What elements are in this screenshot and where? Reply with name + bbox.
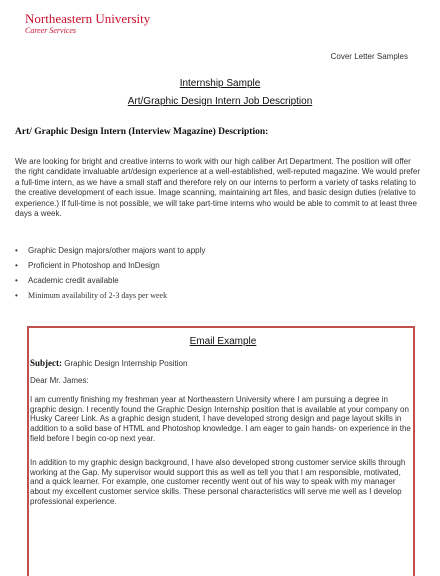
section-heading: Art/ Graphic Design Intern (Interview Magazine) Description: (15, 127, 269, 137)
bullet-icon: • (15, 261, 18, 270)
document-category-label: Cover Letter Samples (330, 52, 408, 61)
subject-label: Subject: (30, 358, 62, 368)
email-example-title: Email Example (189, 336, 257, 347)
list-item-text: Minimum availability of 2-3 days per week (28, 291, 168, 300)
list-item (15, 261, 205, 276)
list-item-text: Proficient in Photoshop and InDesign (28, 261, 160, 270)
logo-department-name: Career Services (25, 26, 77, 35)
list-item (15, 291, 205, 306)
document-title: Internship Sample (179, 78, 261, 89)
requirements-list (15, 246, 205, 306)
list-item-text: Academic credit available (28, 276, 119, 285)
list-item (15, 246, 205, 261)
email-paragraph-1: I am currently finishing my freshman year at Northeastern University where I am pursuing a degree in graphic design. I recently found the Graphic Design Internship position that is available at your company on Husky Career Link. As a graphic design student, I have developed strong design and page layout skills in addition to a solid base of HTML and Photoshop knowledge. I am eager to gain hands- on experience in the field before I begin co-op next year. (30, 395, 411, 443)
list-item-text: Graphic Design majors/other majors want to apply (28, 246, 206, 255)
logo-university-name: Northeastern University (25, 11, 151, 26)
email-paragraph-2: In addition to my graphic design background, I have also developed strong customer service skills through working at the Gap. My supervisor would support this as well as tell you that I am responsible, motivated, and a quick learner. For example, one customer recently went out of his way to speak with my manager about my excellent customer service skills. These personal characteristics will serve me well as I develop professional experience. (30, 458, 406, 506)
job-description-paragraph: We are looking for bright and creative interns to work with our high caliber Art Department. The position will offer the right candidate invaluable art/design experience at a well-established, well-reputed magazine. We would prefer a full-time intern, as we have a small staff and therefore rely on our interns to perform a variety of tasks relating to the creative development of each issue. Image scanning, maintaining art files, and basic design duties (relative to experience.) If full-time is not possible, we will take part-time interns who would be able to commit to at least three days a week. (15, 157, 420, 219)
bullet-icon: • (15, 291, 18, 300)
email-subject-line (30, 358, 187, 368)
email-greeting: Dear Mr. James: (30, 376, 89, 385)
list-item (15, 276, 205, 291)
document-subtitle: Art/Graphic Design Intern Job Description (127, 96, 313, 107)
subject-value: Graphic Design Internship Position (64, 359, 188, 368)
bullet-icon: • (15, 276, 18, 285)
university-logo (25, 12, 150, 36)
bullet-icon: • (15, 246, 18, 255)
email-example-box (27, 326, 415, 576)
